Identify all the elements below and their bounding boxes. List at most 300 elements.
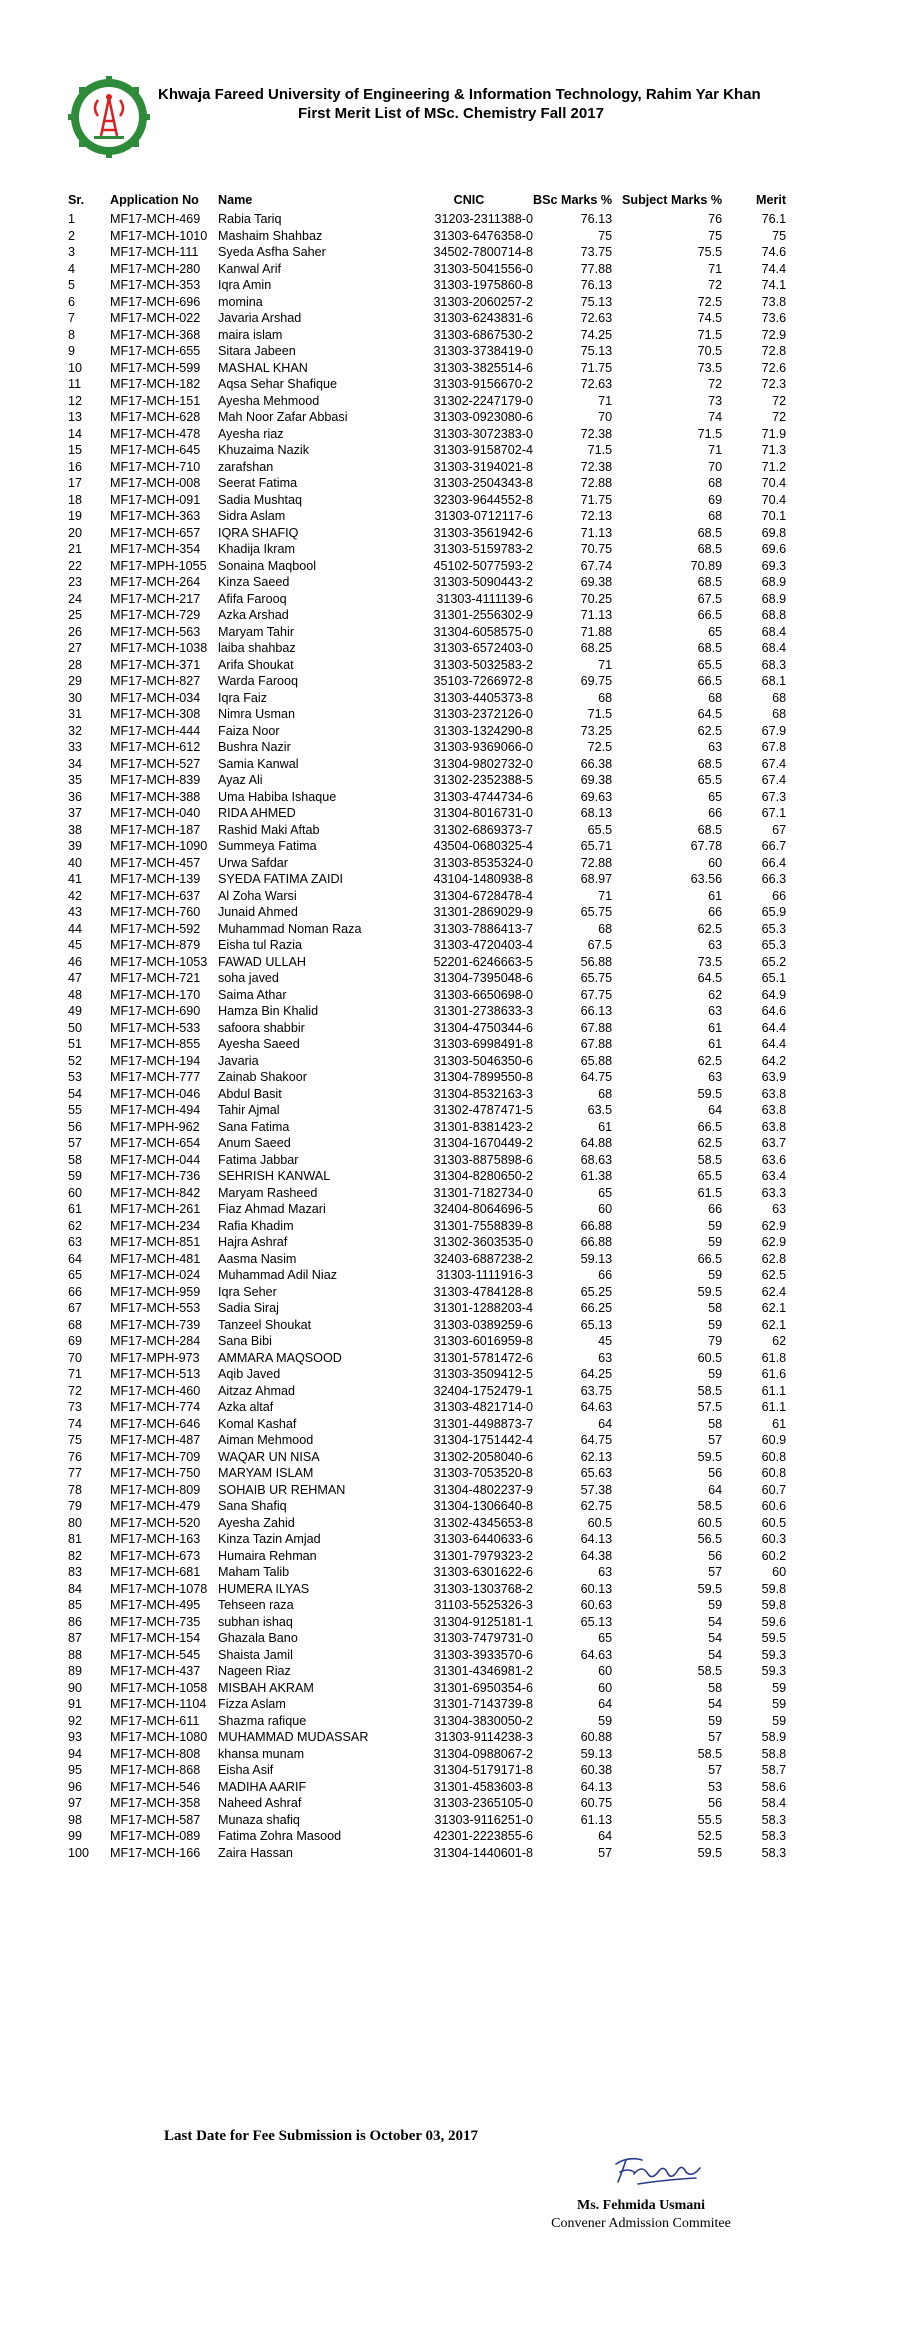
- cell-subject-marks: 65.5: [697, 773, 723, 787]
- cell-application-no: MF17-MCH-495: [110, 1598, 201, 1612]
- cell-application-no: MF17-MCH-709: [110, 1449, 201, 1464]
- cell-subject-marks: 70: [708, 459, 723, 474]
- cell-subject-marks: 66: [708, 1202, 723, 1216]
- cell-subject-marks: 58.5: [697, 1383, 723, 1398]
- cell-subject-marks: 65: [708, 789, 723, 804]
- table-row: [68, 1185, 786, 1202]
- cell-application-no: MF17-MCH-546: [110, 1779, 201, 1794]
- signatory-name: Ms. Fehmida Usmani: [577, 2198, 705, 2213]
- cell-name: zarafshan: [218, 459, 274, 474]
- table-row: [68, 1647, 786, 1664]
- cell-application-no: MF17-MCH-827: [110, 674, 201, 688]
- cell-cnic: 31303-3933570-6: [433, 1647, 533, 1662]
- cell-subject-marks: 59: [708, 1713, 723, 1728]
- cell-bsc-marks: 60: [598, 1680, 613, 1695]
- cell-application-no: MF17-MCH-151: [110, 393, 201, 408]
- cell-name: WAQAR UN NISA: [218, 1449, 320, 1464]
- cell-cnic: 31303-6867530-2: [433, 327, 533, 342]
- cell-name: laiba shahbaz: [218, 641, 296, 655]
- cell-cnic: 31303-4720403-4: [433, 938, 533, 952]
- cell-bsc-marks: 73.75: [580, 245, 613, 259]
- cell-application-no: MF17-MPH-1055: [110, 558, 207, 573]
- cell-bsc-marks: 69.38: [580, 575, 613, 589]
- cell-bsc-marks: 57.38: [580, 1482, 613, 1497]
- cell-sr: 93: [68, 1730, 83, 1744]
- cell-name: Sadia Siraj: [218, 1301, 279, 1315]
- cell-cnic: 31304-6728478-4: [433, 888, 533, 903]
- cell-sr: 70: [68, 1350, 83, 1365]
- cell-sr: 11: [68, 377, 82, 391]
- cell-sr: 79: [68, 1499, 83, 1513]
- cell-application-no: MF17-MCH-729: [110, 608, 201, 622]
- cell-bsc-marks: 64.75: [580, 1433, 613, 1447]
- table-row: [68, 1515, 786, 1532]
- cell-subject-marks: 59.5: [697, 1449, 723, 1464]
- cell-cnic: 31304-9125181-1: [433, 1614, 533, 1629]
- cell-subject-marks: 57: [708, 1433, 723, 1447]
- cell-merit: 67.8: [761, 740, 787, 754]
- cell-subject-marks: 68: [708, 476, 723, 490]
- table-row: [68, 277, 786, 294]
- cell-bsc-marks: 76.13: [580, 212, 613, 226]
- cell-merit: 62.5: [761, 1268, 787, 1282]
- cell-cnic: 31303-4821714-0: [433, 1400, 533, 1414]
- table-row: [68, 1251, 786, 1268]
- cell-cnic: 31302-2058040-6: [433, 1449, 533, 1464]
- table-row: [68, 723, 786, 740]
- cell-name: Maham Talib: [218, 1565, 290, 1579]
- table-row: [68, 1630, 786, 1647]
- cell-sr: 40: [68, 855, 83, 870]
- cell-sr: 31: [68, 707, 83, 721]
- cell-cnic: 31301-1288203-4: [433, 1301, 533, 1315]
- cell-bsc-marks: 64: [598, 1697, 613, 1711]
- cell-application-no: MF17-MCH-1078: [110, 1581, 208, 1596]
- cell-sr: 68: [68, 1317, 83, 1332]
- cell-bsc-marks: 63: [598, 1350, 613, 1365]
- cell-name: Rabia Tariq: [218, 212, 282, 226]
- cell-subject-marks: 61.5: [697, 1185, 723, 1200]
- cell-sr: 47: [68, 971, 83, 985]
- cell-subject-marks: 56.5: [697, 1532, 723, 1546]
- cell-bsc-marks: 71: [598, 393, 613, 408]
- cell-name: Aqsa Sehar Shafique: [218, 377, 338, 391]
- cell-merit: 58.3: [761, 1812, 787, 1827]
- cell-application-no: MF17-MCH-469: [110, 212, 201, 226]
- cell-application-no: MF17-MCH-696: [110, 294, 201, 309]
- cell-subject-marks: 72: [708, 278, 723, 292]
- cell-cnic: 31303-3825514-6: [433, 360, 533, 375]
- cell-subject-marks: 54: [708, 1697, 723, 1711]
- cell-bsc-marks: 60.13: [580, 1581, 613, 1596]
- cell-application-no: MF17-MCH-851: [110, 1235, 201, 1249]
- cell-name: Zaira Hassan: [218, 1845, 293, 1860]
- cell-merit: 59: [772, 1713, 787, 1728]
- table-row: [68, 1680, 786, 1697]
- cell-merit: 68.1: [761, 674, 787, 688]
- cell-name: Javaria Arshad: [218, 311, 302, 325]
- cell-bsc-marks: 65: [598, 1631, 613, 1645]
- cell-cnic: 31301-2738633-3: [433, 1004, 533, 1018]
- cell-cnic: 31304-9802732-0: [433, 756, 533, 771]
- cell-merit: 60.7: [761, 1482, 787, 1497]
- cell-subject-marks: 61: [708, 1037, 723, 1051]
- cell-merit: 73.8: [761, 294, 787, 309]
- cell-sr: 74: [68, 1416, 83, 1431]
- cell-sr: 38: [68, 822, 83, 837]
- cell-merit: 64.4: [761, 1037, 787, 1051]
- cell-bsc-marks: 69.38: [580, 773, 613, 787]
- cell-merit: 67.1: [761, 806, 787, 820]
- cell-sr: 97: [68, 1796, 83, 1810]
- cell-subject-marks: 62.5: [697, 1136, 723, 1150]
- cell-application-no: MF17-MCH-553: [110, 1301, 201, 1315]
- cell-merit: 74.4: [761, 261, 787, 276]
- cell-bsc-marks: 70: [598, 410, 613, 424]
- cell-sr: 58: [68, 1152, 83, 1167]
- cell-bsc-marks: 60: [598, 1202, 613, 1216]
- cell-cnic: 42301-2223855-6: [433, 1829, 533, 1843]
- cell-bsc-marks: 77.88: [580, 261, 613, 276]
- signatory-title: Convener Admission Commitee: [551, 2216, 731, 2231]
- cell-cnic: 31301-7558839-8: [433, 1218, 533, 1233]
- cell-cnic: 31303-1324290-8: [433, 723, 533, 738]
- cell-name: FAWAD ULLAH: [218, 954, 306, 969]
- cell-bsc-marks: 66.13: [580, 1004, 613, 1018]
- cell-merit: 67.4: [761, 773, 787, 787]
- cell-bsc-marks: 68: [598, 1086, 613, 1101]
- cell-bsc-marks: 71.5: [587, 707, 613, 721]
- cell-bsc-marks: 75: [598, 228, 613, 243]
- cell-name: Fizza Aslam: [218, 1697, 286, 1711]
- cell-sr: 83: [68, 1565, 83, 1579]
- cell-application-no: MF17-MCH-358: [110, 1796, 201, 1810]
- cell-bsc-marks: 72.5: [587, 740, 613, 754]
- cell-application-no: MF17-MCH-545: [110, 1647, 201, 1662]
- table-row: [68, 970, 786, 987]
- cell-subject-marks: 64.5: [697, 971, 723, 985]
- cell-bsc-marks: 68.97: [580, 872, 613, 886]
- cell-sr: 48: [68, 987, 83, 1002]
- cell-merit: 72.6: [761, 360, 787, 375]
- cell-subject-marks: 59.5: [697, 1845, 723, 1860]
- cell-application-no: MF17-MCH-460: [110, 1383, 201, 1398]
- cell-cnic: 31301-2556302-9: [433, 608, 533, 622]
- cell-application-no: MF17-MCH-479: [110, 1499, 201, 1513]
- cell-cnic: 31304-3830050-2: [433, 1713, 533, 1728]
- cell-name: MASHAL KHAN: [218, 360, 308, 375]
- cell-sr: 55: [68, 1103, 83, 1117]
- cell-cnic: 31303-6998491-8: [433, 1037, 533, 1051]
- cell-name: Urwa Safdar: [218, 855, 288, 870]
- cell-application-no: MF17-MCH-690: [110, 1004, 201, 1018]
- cell-name: Muhammad Adil Niaz: [218, 1268, 337, 1282]
- cell-subject-marks: 63: [708, 740, 723, 754]
- cell-subject-marks: 58: [708, 1416, 723, 1431]
- cell-name: Hamza Bin Khalid: [218, 1004, 319, 1018]
- cell-application-no: MF17-MCH-681: [110, 1565, 201, 1579]
- cell-cnic: 32303-9644552-8: [433, 492, 533, 507]
- cell-merit: 68.8: [761, 608, 787, 622]
- cell-application-no: MF17-MCH-646: [110, 1416, 201, 1431]
- cell-cnic: 31303-6650698-0: [433, 987, 533, 1002]
- cell-subject-marks: 58.5: [697, 1664, 723, 1678]
- cell-bsc-marks: 72.88: [580, 855, 613, 870]
- cell-merit: 63.4: [761, 1169, 787, 1183]
- cell-cnic: 31303-9114238-3: [434, 1730, 533, 1744]
- table-row: [68, 624, 786, 641]
- table-row: [68, 1333, 786, 1350]
- cell-cnic: 31304-1440601-8: [433, 1845, 533, 1860]
- cell-bsc-marks: 64.63: [580, 1647, 613, 1662]
- cell-cnic: 31303-3509412-5: [433, 1367, 533, 1381]
- cell-name: safoora shabbir: [218, 1020, 305, 1035]
- cell-bsc-marks: 60.5: [587, 1515, 613, 1530]
- cell-sr: 67: [68, 1301, 83, 1315]
- table-row: [68, 987, 786, 1004]
- cell-bsc-marks: 65: [598, 1185, 613, 1200]
- cell-application-no: MF17-MCH-234: [110, 1218, 201, 1233]
- cell-cnic: 31303-3561942-6: [433, 525, 533, 540]
- cell-cnic: 31304-4750344-6: [433, 1020, 533, 1035]
- cell-cnic: 31303-5090443-2: [433, 575, 533, 589]
- cell-sr: 33: [68, 740, 83, 754]
- cell-sr: 63: [68, 1235, 83, 1249]
- cell-application-no: MF17-MCH-044: [110, 1152, 201, 1167]
- table-row: [68, 1416, 786, 1433]
- table-row: [68, 426, 786, 443]
- cell-merit: 76.1: [761, 212, 787, 226]
- cell-bsc-marks: 70.75: [580, 542, 613, 556]
- cell-merit: 66.3: [761, 872, 787, 886]
- cell-sr: 50: [68, 1020, 83, 1035]
- table-row: [68, 1729, 786, 1746]
- cell-cnic: 31303-4405373-8: [433, 690, 533, 705]
- cell-name: Azka Arshad: [218, 608, 289, 622]
- cell-name: HUMERA ILYAS: [218, 1581, 310, 1596]
- university-logo-icon: [68, 76, 150, 158]
- cell-subject-marks: 58.5: [697, 1499, 723, 1513]
- cell-subject-marks: 62: [708, 987, 723, 1002]
- cell-sr: 87: [68, 1631, 83, 1645]
- cell-subject-marks: 59.5: [697, 1086, 723, 1101]
- table-row: [68, 772, 786, 789]
- cell-cnic: 31303-5159783-2: [433, 542, 533, 556]
- cell-cnic: 31303-4784128-8: [433, 1284, 533, 1299]
- cell-bsc-marks: 65.5: [587, 822, 613, 837]
- cell-sr: 13: [68, 410, 83, 424]
- column-header-bsc-marks: BSc Marks %: [533, 193, 613, 207]
- cell-name: Sadia Mushtaq: [218, 492, 303, 507]
- cell-application-no: MF17-MCH-592: [110, 921, 201, 936]
- cell-name: Komal Kashaf: [218, 1416, 297, 1431]
- cell-subject-marks: 66.5: [697, 608, 723, 622]
- cell-application-no: MF17-MCH-655: [110, 344, 201, 358]
- cell-name: Muhammad Noman Raza: [218, 921, 362, 936]
- cell-merit: 61.1: [761, 1383, 787, 1398]
- cell-subject-marks: 57: [708, 1565, 723, 1579]
- cell-bsc-marks: 63.5: [587, 1103, 613, 1117]
- cell-name: Sonaina Maqbool: [218, 558, 317, 573]
- cell-merit: 61.1: [761, 1400, 787, 1414]
- cell-cnic: 31303-2504343-8: [433, 476, 533, 490]
- cell-merit: 74.6: [761, 245, 787, 259]
- cell-name: Anum Saeed: [218, 1136, 291, 1150]
- cell-bsc-marks: 66: [598, 1268, 613, 1282]
- cell-merit: 72.8: [761, 344, 787, 358]
- cell-subject-marks: 63: [708, 1070, 723, 1084]
- column-header-name: Name: [218, 193, 253, 207]
- cell-sr: 94: [68, 1746, 83, 1761]
- cell-merit: 62.1: [761, 1301, 787, 1315]
- cell-sr: 21: [68, 542, 83, 556]
- cell-merit: 68: [772, 707, 787, 721]
- cell-application-no: MF17-MCH-513: [110, 1367, 201, 1381]
- cell-name: Sidra Aslam: [218, 509, 286, 523]
- cell-subject-marks: 73: [708, 393, 723, 408]
- table-row: [68, 1020, 786, 1037]
- cell-bsc-marks: 45: [598, 1334, 613, 1348]
- cell-application-no: MF17-MCH-487: [110, 1433, 201, 1447]
- cell-merit: 58.3: [761, 1829, 787, 1843]
- cell-subject-marks: 66: [708, 905, 723, 919]
- cell-sr: 42: [68, 888, 83, 903]
- table-row: [68, 1663, 786, 1680]
- cell-name: Afifa Farooq: [218, 591, 287, 606]
- table-row: [68, 937, 786, 954]
- cell-subject-marks: 58: [708, 1680, 723, 1695]
- cell-bsc-marks: 67.5: [587, 938, 613, 952]
- cell-name: SOHAIB UR REHMAN: [218, 1482, 346, 1497]
- cell-cnic: 31303-1303768-2: [433, 1581, 533, 1596]
- cell-name: soha javed: [218, 971, 279, 985]
- cell-subject-marks: 75: [708, 228, 723, 243]
- cell-sr: 53: [68, 1070, 83, 1084]
- cell-merit: 60.2: [761, 1548, 787, 1563]
- cell-cnic: 31304-1670449-2: [433, 1136, 533, 1150]
- table-row: [68, 822, 786, 839]
- cell-merit: 60.6: [761, 1499, 787, 1513]
- cell-bsc-marks: 70.25: [580, 591, 613, 606]
- table-row: [68, 343, 786, 360]
- table-row: [68, 888, 786, 905]
- cell-name: Aasma Nasim: [218, 1251, 297, 1266]
- cell-merit: 65.3: [761, 938, 787, 952]
- table-row: [68, 459, 786, 476]
- table-row: [68, 1828, 786, 1845]
- cell-subject-marks: 69: [708, 492, 723, 507]
- cell-subject-marks: 65.5: [697, 657, 723, 672]
- cell-cnic: 31303-5046350-6: [433, 1053, 533, 1068]
- cell-cnic: 34502-7800714-8: [433, 245, 533, 259]
- cell-name: Samia Kanwal: [218, 756, 299, 771]
- cell-application-no: MF17-MCH-777: [110, 1070, 201, 1084]
- cell-cnic: 31303-5041556-0: [433, 261, 533, 276]
- cell-name: Nageen Riaz: [218, 1664, 291, 1678]
- cell-name: Maryam Tahir: [218, 624, 295, 639]
- cell-sr: 41: [68, 872, 83, 886]
- cell-cnic: 31304-8280650-2: [433, 1169, 533, 1183]
- cell-subject-marks: 74: [708, 410, 723, 424]
- cell-cnic: 31303-7479731-0: [433, 1631, 533, 1645]
- cell-cnic: 32403-6887238-2: [433, 1251, 533, 1266]
- cell-sr: 39: [68, 839, 83, 853]
- column-header-subject-marks: Subject Marks %: [622, 193, 723, 207]
- cell-name: Tehseen raza: [218, 1598, 294, 1612]
- cell-merit: 59.3: [761, 1647, 787, 1662]
- cell-sr: 59: [68, 1169, 83, 1183]
- cell-merit: 60.8: [761, 1449, 787, 1464]
- table-row: [68, 1597, 786, 1614]
- cell-application-no: MF17-MCH-628: [110, 410, 201, 424]
- table-row: [68, 1498, 786, 1515]
- cell-subject-marks: 56: [708, 1548, 723, 1563]
- cell-application-no: MF17-MCH-437: [110, 1664, 201, 1678]
- cell-bsc-marks: 57: [598, 1845, 613, 1860]
- cell-name: Ayesha Saeed: [218, 1037, 300, 1051]
- cell-cnic: 31303-5032583-2: [433, 657, 533, 672]
- cell-application-no: MF17-MCH-139: [110, 872, 201, 886]
- cell-sr: 76: [68, 1449, 83, 1464]
- cell-merit: 69.3: [761, 558, 787, 573]
- cell-merit: 58.9: [761, 1730, 787, 1744]
- cell-cnic: 31304-1751442-4: [433, 1433, 533, 1447]
- cell-sr: 91: [68, 1697, 83, 1711]
- cell-application-no: MF17-MCH-194: [110, 1053, 201, 1068]
- cell-merit: 72: [772, 393, 787, 408]
- cell-bsc-marks: 71.13: [580, 608, 613, 622]
- cell-merit: 59.8: [761, 1598, 787, 1612]
- table-row: [68, 211, 786, 228]
- cell-sr: 82: [68, 1548, 83, 1563]
- cell-application-no: MF17-MCH-154: [110, 1631, 201, 1645]
- cell-name: Javaria: [218, 1053, 259, 1068]
- cell-subject-marks: 73.5: [697, 360, 723, 375]
- cell-application-no: MF17-MCH-170: [110, 987, 201, 1002]
- cell-subject-marks: 71: [708, 443, 723, 457]
- cell-application-no: MF17-MCH-760: [110, 905, 201, 919]
- cell-merit: 59.8: [761, 1581, 787, 1596]
- cell-bsc-marks: 75.13: [580, 344, 613, 358]
- cell-bsc-marks: 71.75: [580, 492, 613, 507]
- table-row: [68, 1746, 786, 1763]
- cell-application-no: MF17-MCH-478: [110, 426, 201, 441]
- table-row: [68, 838, 786, 855]
- cell-merit: 60.9: [761, 1433, 787, 1447]
- table-row: [68, 657, 786, 674]
- cell-merit: 66.7: [761, 839, 787, 853]
- cell-merit: 63.9: [761, 1070, 787, 1084]
- cell-bsc-marks: 65.25: [580, 1284, 613, 1299]
- cell-name: Sana Bibi: [218, 1334, 272, 1348]
- cell-sr: 19: [68, 509, 83, 523]
- cell-merit: 70.1: [761, 509, 787, 523]
- cell-name: Iqra Faiz: [218, 690, 267, 705]
- document-header: [68, 76, 858, 156]
- cell-name: Junaid Ahmed: [218, 905, 298, 919]
- cell-bsc-marks: 66.88: [580, 1235, 613, 1249]
- cell-bsc-marks: 63: [598, 1565, 613, 1579]
- cell-application-no: MF17-MCH-089: [110, 1829, 201, 1843]
- cell-subject-marks: 59: [708, 1317, 723, 1332]
- cell-subject-marks: 70.89: [690, 558, 723, 573]
- cell-bsc-marks: 71.75: [580, 360, 613, 375]
- cell-cnic: 31303-8535324-0: [433, 855, 533, 870]
- cell-sr: 14: [68, 426, 83, 441]
- cell-subject-marks: 62.5: [697, 921, 723, 936]
- cell-sr: 10: [68, 360, 83, 375]
- cell-bsc-marks: 65.75: [580, 905, 613, 919]
